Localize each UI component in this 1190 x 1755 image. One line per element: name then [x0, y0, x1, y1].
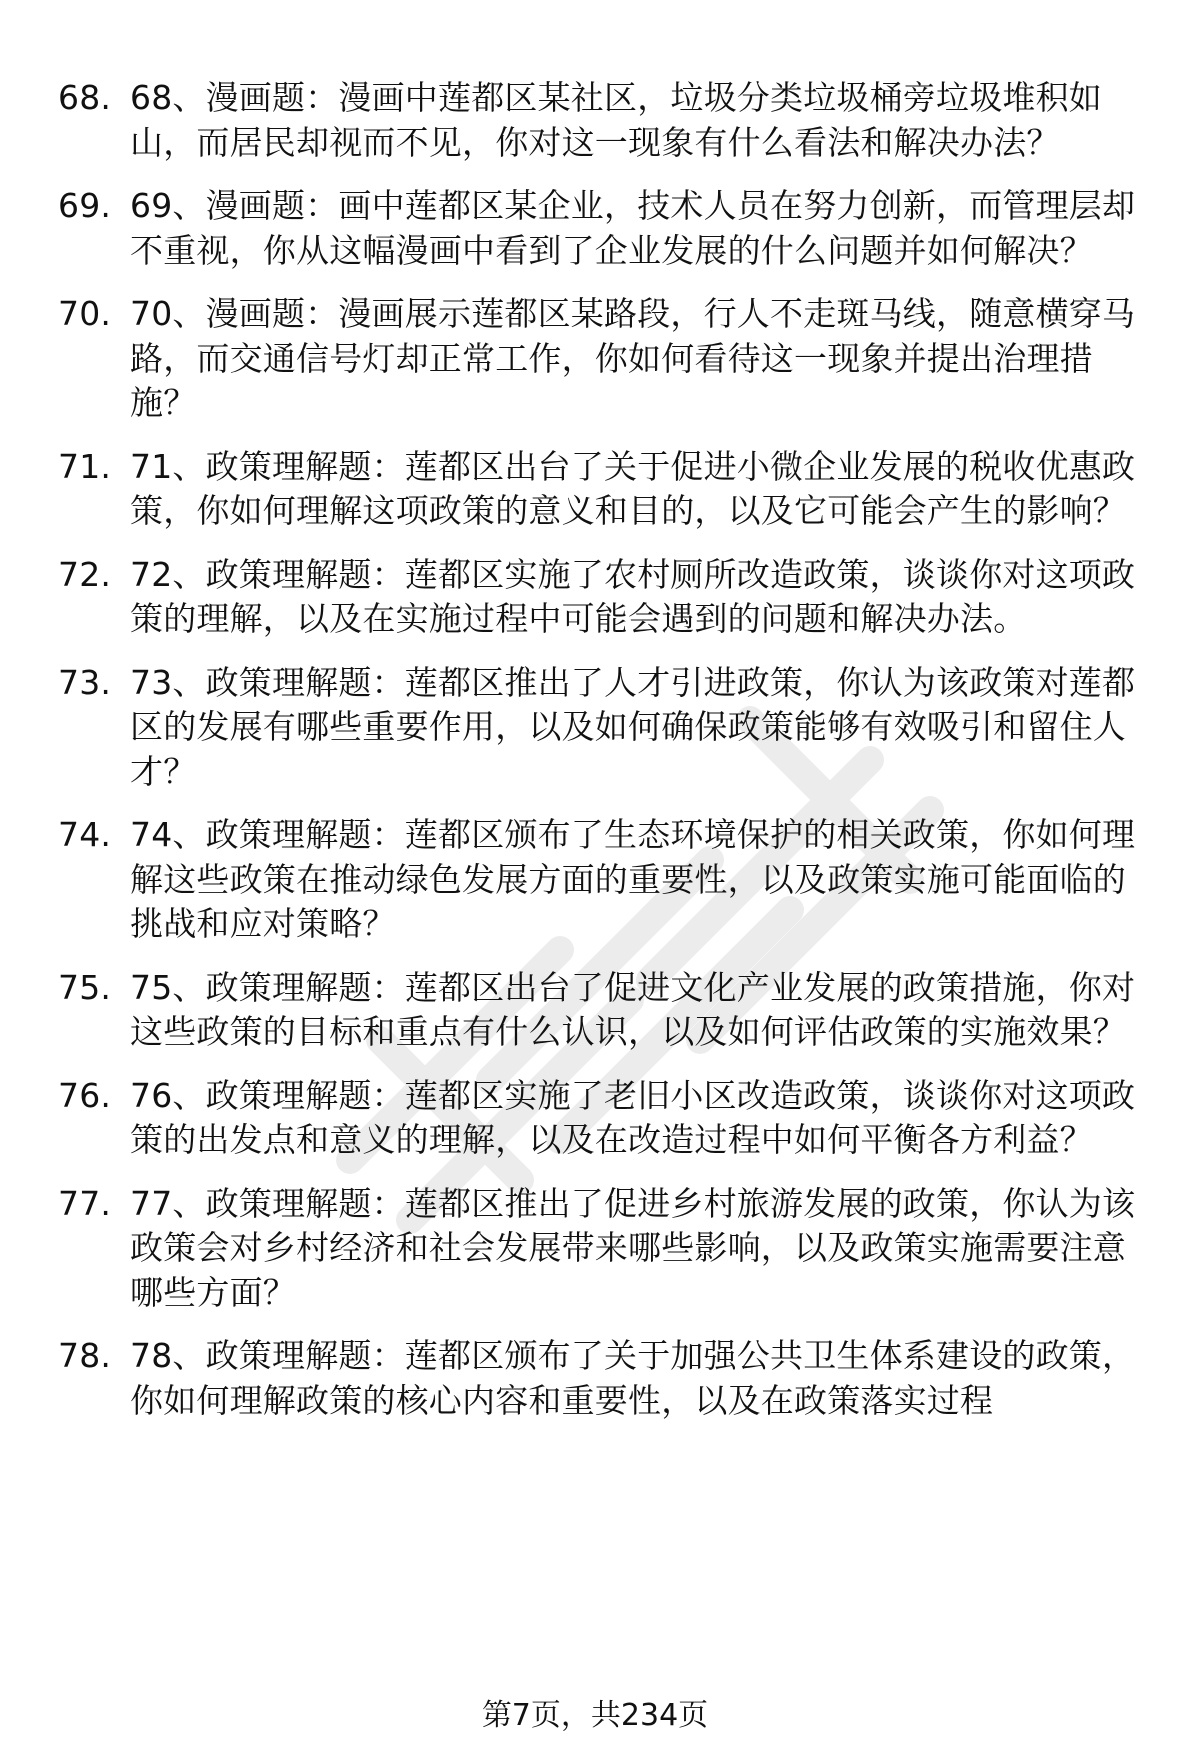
question-text: 72、政策理解题：莲都区实施了农村厕所改造政策，谈谈你对这项政策的理解，以及在实施过程中可能会遇到的问题和解决办法。 — [130, 554, 1136, 638]
question-text: 68、漫画题：漫画中莲都区某社区，垃圾分类垃圾桶旁垃圾堆积如山，而居民却视而不见，你对这一现象有什么看法和解决办法？ — [130, 78, 1102, 162]
question-number: 78. — [58, 1336, 112, 1375]
question-text: 78、政策理解题：莲都区颁布了关于加强公共卫生体系建设的政策，你如何理解政策的核心内容和重要性，以及在政策落实过程 — [130, 1336, 1136, 1420]
list-item — [58, 292, 1153, 426]
question-text: 74、政策理解题：莲都区颁布了生态环境保护的相关政策，你如何理解这些政策在推动绿色发展方面的重要性，以及政策实施可能面临的挑战和应对策略？ — [130, 815, 1136, 943]
question-number: 68. — [58, 78, 112, 117]
question-text: 70、漫画题：漫画展示莲都区某路段，行人不走斑马线，随意横穿马路，而交通信号灯却正常工作，你如何看待这一现象并提出治理措施？ — [130, 294, 1136, 422]
question-number: 73. — [58, 662, 112, 702]
page-footer: 第7页，共234页 — [481, 1698, 709, 1733]
list-item — [58, 1334, 1153, 1423]
list-item — [58, 661, 1153, 795]
question-text: 71、政策理解题：莲都区出台了关于促进小微企业发展的税收优惠政策，你如何理解这项政策的意义和目的，以及它可能会产生的影响？ — [130, 446, 1136, 530]
question-number: 74. — [58, 815, 112, 854]
list-item — [58, 76, 1153, 165]
question-number: 75. — [58, 967, 112, 1007]
list-item — [58, 553, 1153, 642]
question-list — [58, 76, 1153, 1442]
question-number: 71. — [58, 446, 112, 486]
question-text: 73、政策理解题：莲都区推出了人才引进政策，你认为该政策对莲都区的发展有哪些重要作用，以及如何确保政策能够有效吸引和留住人才？ — [130, 662, 1136, 791]
question-number: 70. — [58, 294, 112, 333]
question-number: 72. — [58, 554, 112, 594]
question-number: 69. — [58, 186, 112, 225]
question-text: 77、政策理解题：莲都区推出了促进乡村旅游发展的政策，你认为该政策会对乡村经济和社会发展带来哪些影响，以及政策实施需要注意哪些方面？ — [130, 1183, 1136, 1312]
question-text: 76、政策理解题：莲都区实施了老旧小区改造政策，谈谈你对这项政策的出发点和意义的理解，以及在改造过程中如何平衡各方利益？ — [130, 1075, 1136, 1159]
list-item — [58, 966, 1153, 1055]
list-item — [58, 813, 1153, 947]
question-number: 76. — [58, 1075, 112, 1115]
list-item — [58, 1182, 1153, 1316]
question-text: 75、政策理解题：莲都区出台了促进文化产业发展的政策措施，你对这些政策的目标和重点有什么认识，以及如何评估政策的实施效果？ — [130, 967, 1136, 1051]
question-text: 69、漫画题：画中莲都区某企业，技术人员在努力创新，而管理层却不重视，你从这幅漫画中看到了企业发展的什么问题并如何解决？ — [130, 186, 1136, 270]
list-item — [58, 445, 1153, 534]
list-item — [58, 184, 1153, 273]
list-item — [58, 1074, 1153, 1163]
question-number: 77. — [58, 1183, 112, 1223]
